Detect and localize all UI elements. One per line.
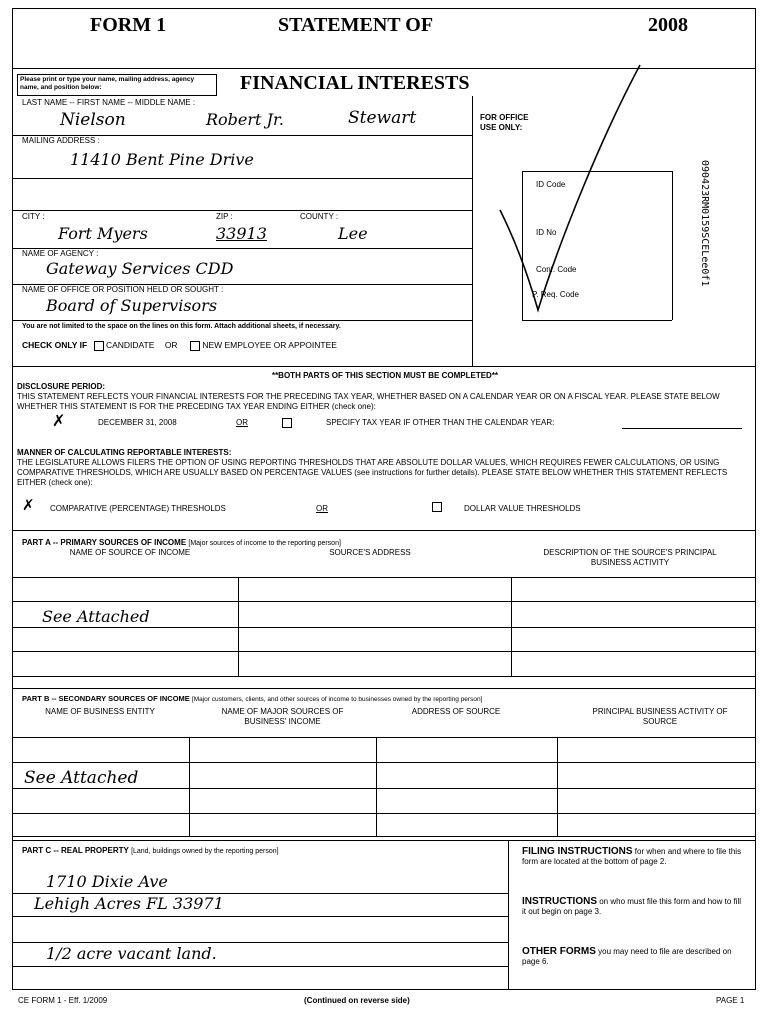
manner-option1: COMPARATIVE (PERCENTAGE) THRESHOLDS (50, 504, 226, 513)
comparative-check-mark: ✗ (22, 497, 35, 514)
part-a-col2: SOURCE'S ADDRESS (329, 548, 411, 557)
position-name: Board of Supervisors (46, 296, 218, 315)
county-label: COUNTY : (300, 212, 339, 221)
check-label: CHECK ONLY IF (22, 340, 88, 350)
other-forms-rest: you may need to file are described on page 6. (522, 947, 732, 966)
conf-code-label: Conf. Code (536, 265, 577, 274)
part-c-heading (22, 846, 279, 857)
check-or: OR (164, 340, 178, 350)
new-employee-checkbox[interactable] (190, 341, 200, 351)
part-a-col3: DESCRIPTION OF THE SOURCE'S PRINCIPAL BUSINESS ACTIVITY (543, 548, 717, 567)
agency-label: NAME OF AGENCY : (22, 249, 99, 258)
part-a-entry: See Attached (42, 607, 150, 626)
agency-name: Gateway Services CDD (46, 259, 234, 278)
middle-name: Stewart (348, 108, 417, 128)
candidate-checkbox[interactable] (94, 341, 104, 351)
other-forms-note (522, 947, 746, 967)
footer-continued: (Continued on reverse side) (304, 996, 410, 1005)
footer-form-id: CE FORM 1 - Eff. 1/2009 (18, 996, 108, 1005)
new-employee-label: NEW EMPLOYEE OR APPOINTEE (202, 340, 337, 350)
part-c-line3: 1/2 acre vacant land. (46, 944, 217, 963)
candidate-label: CANDIDATE (105, 340, 155, 350)
mailing-address: 11410 Bent Pine Drive (70, 150, 254, 169)
last-name: Nielson (60, 110, 126, 130)
part-a-subtitle: [Major sources of income to the reporting person] (188, 540, 341, 547)
instructions-note (522, 897, 746, 917)
id-no-label: ID No (536, 228, 557, 237)
manner-or: OR (316, 504, 328, 513)
office-stamp: 090423RM0159SCELee0f1 (699, 160, 710, 287)
part-b-title: PART B -- SECONDARY SOURCES OF INCOME (22, 694, 190, 703)
december-check-mark: ✗ (52, 413, 66, 430)
other-forms-bold: OTHER FORMS (522, 946, 596, 957)
part-c-line1: 1710 Dixie Ave (46, 872, 168, 891)
office-use-label: FOR OFFICE USE ONLY: (480, 113, 529, 132)
id-code-label: ID Code (536, 180, 566, 189)
instructions-bold: INSTRUCTIONS (522, 896, 597, 907)
part-b-col1: NAME OF BUSINESS ENTITY (45, 707, 155, 716)
disclosure-heading: DISCLOSURE PERIOD: (17, 382, 106, 391)
part-b-heading (22, 694, 482, 704)
zip-label: ZIP : (216, 212, 233, 221)
position-label: NAME OF OFFICE OR POSITION HELD OR SOUGHT : (22, 285, 224, 294)
address-label: MAILING ADDRESS : (22, 136, 100, 145)
limit-note: You are not limited to the space on the lines on this form. Attach additional sheets, if necessary. (22, 323, 341, 330)
name-label: LAST NAME -- FIRST NAME -- MIDDLE NAME : (22, 98, 196, 107)
disclosure-option1: DECEMBER 31, 2008 (98, 418, 177, 427)
filing-instructions (522, 847, 746, 867)
first-name: Robert Jr. (206, 110, 284, 129)
footer-page: PAGE 1 (716, 996, 745, 1005)
other-year-checkbox[interactable] (282, 418, 292, 428)
part-c-line2: Lehigh Acres FL 33971 (34, 894, 224, 913)
disclosure-or: OR (236, 418, 248, 427)
check-row (22, 340, 337, 351)
city: Fort Myers (58, 224, 148, 243)
manner-heading: MANNER OF CALCULATING REPORTABLE INTERESTS: (17, 448, 232, 457)
p-req-code-label: P. Req. Code (532, 290, 579, 299)
must-complete-note: **BOTH PARTS OF THIS SECTION MUST BE COMPLETED** (271, 371, 499, 380)
filing-rest: for when and where to file this form are located at the bottom of page 2. (522, 847, 742, 866)
part-b-col2: NAME OF MAJOR SOURCES OF BUSINESS' INCOME (221, 707, 344, 726)
title-line2: FINANCIAL INTERESTS (240, 72, 470, 94)
disclosure-text: THIS STATEMENT REFLECTS YOUR FINANCIAL INTERESTS FOR THE PRECEDING TAX YEAR, WHETHER BASED ON A CALENDAR YEAR OR ON A FISCAL YEAR. PLEASE STATE BELOW WHETHER THIS STATEMENT IS FOR THE PRECEDING TAX YEAR ENDING EITHER (check one): (17, 392, 720, 411)
title-line1: STATEMENT OF (278, 14, 434, 36)
city-label: CITY : (22, 212, 45, 221)
part-b-subtitle: [Major customers, clients, and other sources of income to businesses owned by the reporting person] (191, 696, 483, 703)
manner-option2: DOLLAR VALUE THRESHOLDS (464, 504, 581, 513)
part-b-col3: ADDRESS OF SOURCE (411, 707, 501, 716)
part-c-subtitle: [Land, buildings owned by the reporting person] (131, 848, 279, 855)
filing-bold: FILING INSTRUCTIONS (522, 846, 633, 857)
form-number: FORM 1 (90, 14, 167, 36)
print-note: Please print or type your name, mailing address, agency name, and position below: (17, 74, 217, 96)
instructions-rest: on who must file this form and how to fill it out begin on page 3. (522, 897, 742, 916)
part-a-title: PART A -- PRIMARY SOURCES OF INCOME (22, 538, 187, 547)
form-year: 2008 (648, 14, 688, 36)
zip: 33913 (216, 224, 267, 243)
part-a-col1: NAME OF SOURCE OF INCOME (69, 548, 191, 557)
part-b-entry: See Attached (24, 768, 139, 788)
disclosure-option2: SPECIFY TAX YEAR IF OTHER THAN THE CALENDAR YEAR: (326, 418, 555, 427)
county: Lee (338, 224, 368, 243)
dollar-value-checkbox[interactable] (432, 502, 442, 512)
checkmark-scribble (490, 60, 660, 320)
manner-text: THE LEGISLATURE ALLOWS FILERS THE OPTION OF USING REPORTING THRESHOLDS THAT ARE ABSOLUTE DOLLAR VALUES, WHICH REQUIRES FEWER CALCULATIONS, OR USING COMPARATIVE THRESHOLDS, WHICH ARE USUALLY BASED ON PERCENTAGE VALUES (see instructions for further details). PLEASE STATE BELOW WHETHER THIS STATEMENT REFLECTS EITHER (check one): (17, 458, 728, 487)
part-b-col4: PRINCIPAL BUSINESS ACTIVITY OF SOURCE (592, 707, 728, 726)
part-c-title: PART C -- REAL PROPERTY (22, 846, 129, 855)
